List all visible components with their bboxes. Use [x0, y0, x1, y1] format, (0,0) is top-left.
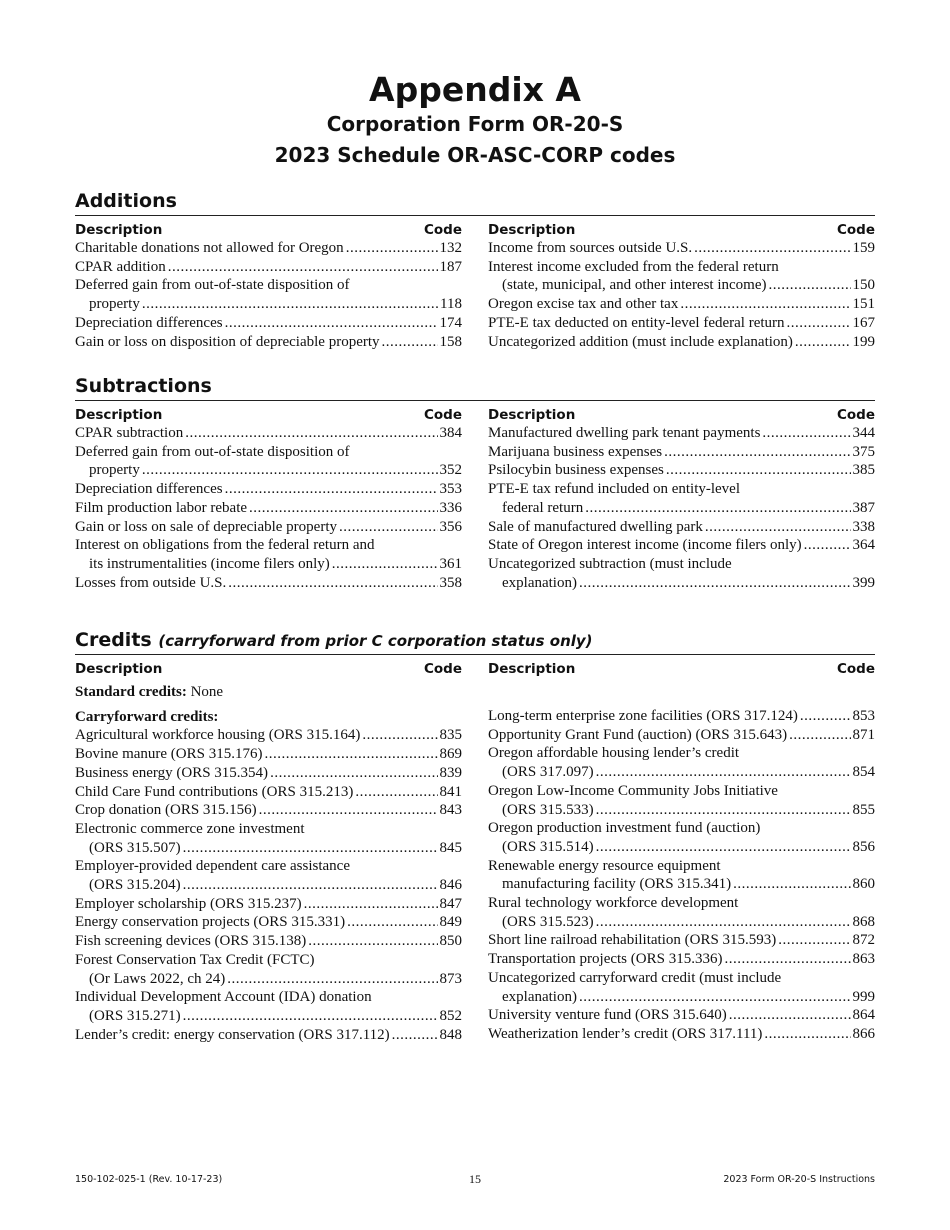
page-number: 15 — [469, 1172, 481, 1186]
entry-description: Uncategorized addition (must include explanation) — [488, 333, 793, 350]
dot-leader — [183, 876, 438, 895]
credits-title-note: (carryforward from prior C corporation status only) — [158, 632, 593, 650]
entry-description: Fish screening devices (ORS 315.138) — [75, 933, 307, 950]
code-header: Code — [423, 407, 462, 423]
dot-leader — [596, 801, 851, 820]
entry-description: University venture fund (ORS 315.640) — [488, 1007, 727, 1024]
entry-description: (ORS 315.514) — [502, 838, 594, 855]
entry-code: 387 — [852, 499, 875, 516]
entry-description: manufacturing facility (ORS 315.341) — [502, 876, 732, 893]
dot-leader — [804, 536, 851, 555]
additions-left-list — [75, 239, 462, 351]
dot-leader — [778, 931, 850, 950]
code-entry — [75, 314, 462, 333]
code-entry — [75, 745, 462, 764]
code-header: Code — [836, 407, 875, 423]
entry-code: 869 — [439, 746, 462, 763]
entry-code: 399 — [852, 574, 875, 591]
entry-description: Manufactured dwelling park tenant payments — [488, 425, 761, 441]
entry-code: 847 — [439, 895, 462, 912]
entry-description: Uncategorized subtraction (must include — [488, 555, 732, 572]
code-entry — [488, 424, 875, 443]
description-header: Description — [488, 407, 576, 423]
dot-leader — [762, 424, 850, 443]
entry-code: 850 — [439, 933, 462, 950]
entry-code: 868 — [852, 913, 875, 930]
additions-section — [75, 190, 875, 351]
entry-description: Gain or loss on disposition of depreciable property — [75, 333, 380, 350]
dot-leader — [142, 461, 438, 480]
entry-description: Interest income excluded from the federal return — [488, 258, 779, 275]
dot-leader — [579, 988, 851, 1007]
dot-leader — [270, 764, 437, 783]
code-entry — [75, 726, 462, 745]
entry-code: 841 — [439, 783, 462, 800]
dot-leader — [185, 424, 437, 443]
code-entry — [75, 333, 462, 352]
entry-code: 385 — [852, 462, 875, 479]
dot-leader — [332, 555, 438, 574]
subtractions-heading: Subtractions — [75, 375, 875, 401]
entry-code: 860 — [852, 876, 875, 893]
form-subtitle: Corporation Form OR-20-S — [326, 112, 624, 136]
additions-right-list — [488, 239, 875, 351]
entry-description: Long-term enterprise zone facilities (ORS 317.124) — [488, 708, 798, 724]
entry-description: (ORS 315.507) — [89, 839, 181, 856]
code-entry — [488, 295, 875, 314]
entry-description: Forest Conservation Tax Credit (FCTC) — [75, 951, 315, 968]
additions-left-column — [75, 216, 462, 351]
form-number: 150-102-025-1 (Rev. 10-17-23) — [75, 1174, 223, 1185]
entry-code: 839 — [439, 764, 462, 781]
entry-code: 358 — [439, 574, 462, 591]
entry-description: Oregon Low-Income Community Jobs Initiative — [488, 782, 778, 799]
code-entry — [488, 333, 875, 352]
entry-description: property — [89, 462, 140, 479]
code-entry — [488, 1006, 875, 1025]
code-entry — [488, 461, 875, 480]
code-entry — [488, 894, 875, 931]
entry-code: 866 — [852, 1025, 875, 1042]
entry-code: 854 — [852, 764, 875, 781]
credits-heading — [75, 629, 875, 655]
code-entry — [488, 536, 875, 555]
code-entry — [75, 801, 462, 820]
entry-code: 353 — [439, 481, 462, 498]
code-header: Code — [836, 661, 875, 677]
subtractions-left-list — [75, 424, 462, 592]
dot-leader — [382, 333, 438, 352]
subtractions-right-list — [488, 424, 875, 592]
dot-leader — [680, 295, 850, 314]
description-header: Description — [488, 661, 576, 677]
entry-description: (ORS 315.533) — [502, 801, 594, 818]
dot-leader — [800, 707, 851, 726]
entry-code: 151 — [852, 296, 875, 313]
entry-code: 199 — [852, 333, 875, 350]
entry-description: (Or Laws 2022, ch 24) — [89, 970, 226, 987]
code-entry — [488, 857, 875, 894]
credits-left-column — [75, 655, 462, 1044]
standard-credits — [75, 683, 462, 702]
code-entry — [75, 518, 462, 537]
entry-description: Deferred gain from out-of-state disposition of — [75, 443, 350, 460]
code-entry — [488, 314, 875, 333]
schedule-subtitle: 2023 Schedule OR-ASC-CORP codes — [274, 143, 676, 167]
dot-leader — [729, 1006, 851, 1025]
entry-description: Oregon affordable housing lender’s credit — [488, 745, 740, 762]
credits-title: Credits — [75, 629, 152, 651]
code-entry — [488, 969, 875, 1006]
entry-code: 853 — [852, 708, 875, 724]
code-entry — [75, 783, 462, 802]
entry-description: explanation) — [502, 988, 577, 1005]
dot-leader — [339, 518, 438, 537]
entry-code: 364 — [852, 537, 875, 554]
code-entry — [75, 536, 462, 573]
credits-section — [75, 629, 875, 1044]
entry-description: Rural technology workforce development — [488, 895, 739, 912]
description-header: Description — [75, 222, 163, 238]
entry-description: CPAR addition — [75, 258, 166, 275]
entry-description: Short line railroad rehabilitation (ORS 315.593) — [488, 932, 777, 949]
entry-code: 845 — [439, 839, 462, 856]
entry-code: 384 — [439, 425, 462, 441]
entry-code: 174 — [439, 314, 462, 331]
entry-code: 856 — [852, 838, 875, 855]
entry-code: 338 — [852, 518, 875, 535]
entry-description: (ORS 315.271) — [89, 1007, 181, 1024]
column-header — [488, 407, 875, 423]
entry-code: 843 — [439, 802, 462, 819]
code-entry — [488, 239, 875, 258]
page-title: Appendix A — [369, 70, 581, 109]
entry-description: Transportation projects (ORS 315.336) — [488, 951, 723, 968]
entry-code: 158 — [439, 333, 462, 350]
entry-description: (state, municipal, and other interest income) — [502, 277, 767, 294]
code-entry — [75, 1026, 462, 1045]
dot-leader — [346, 239, 438, 258]
subtractions-right-column — [488, 401, 875, 592]
code-entry — [488, 443, 875, 462]
description-header: Description — [75, 661, 163, 677]
dot-leader — [579, 574, 851, 593]
dot-leader — [142, 295, 438, 314]
credits-right-column — [488, 655, 875, 1044]
dot-leader — [694, 239, 850, 258]
code-header: Code — [423, 661, 462, 677]
code-entry — [75, 480, 462, 499]
entry-description: Depreciation differences — [75, 481, 223, 498]
entry-code: 871 — [852, 726, 875, 743]
standard-credits-value: None — [190, 684, 224, 700]
entry-code: 835 — [439, 727, 462, 744]
dot-leader — [183, 1007, 438, 1026]
code-entry — [488, 782, 875, 819]
code-entry — [488, 744, 875, 781]
code-entry — [488, 1025, 875, 1044]
dot-leader — [795, 333, 851, 352]
code-header: Code — [836, 222, 875, 238]
entry-description: Charitable donations not allowed for Oregon — [75, 240, 344, 256]
code-entry — [75, 988, 462, 1025]
entry-description: PTE-E tax refund included on entity-level — [488, 481, 741, 498]
credits-left-list — [75, 726, 462, 1044]
dot-leader — [168, 258, 438, 277]
entry-description: Employer-provided dependent care assistance — [75, 858, 351, 875]
entry-description: Income from sources outside U.S. — [488, 240, 693, 256]
entry-description: CPAR subtraction — [75, 425, 184, 441]
entry-code: 361 — [439, 555, 462, 572]
dot-leader — [724, 950, 850, 969]
entry-description: Agricultural workforce housing (ORS 315.164) — [75, 727, 361, 744]
entry-description: its instrumentalities (income filers only) — [89, 555, 330, 572]
code-entry — [75, 499, 462, 518]
entry-description: Electronic commerce zone investment — [75, 820, 305, 837]
dot-leader — [308, 932, 437, 951]
entry-description: State of Oregon interest income (income filers only) — [488, 537, 802, 554]
entry-description: Energy conservation projects (ORS 315.331) — [75, 914, 346, 931]
entry-code: 863 — [852, 951, 875, 968]
column-header — [488, 222, 875, 238]
column-header — [75, 222, 462, 238]
entry-description: Lender’s credit: energy conservation (ORS 317.112) — [75, 1026, 390, 1043]
entry-description: Bovine manure (ORS 315.176) — [75, 746, 263, 763]
code-entry — [75, 895, 462, 914]
code-entry — [75, 424, 462, 443]
additions-heading: Additions — [75, 190, 875, 216]
code-entry — [75, 443, 462, 480]
dot-leader — [596, 838, 851, 857]
dot-leader — [705, 518, 851, 537]
entry-description: Losses from outside U.S. — [75, 574, 227, 591]
code-entry — [75, 276, 462, 313]
entry-description: Psilocybin business expenses — [488, 462, 664, 479]
dot-leader — [355, 783, 437, 802]
entry-description: Interest on obligations from the federal return and — [75, 537, 375, 554]
code-entry — [75, 258, 462, 277]
entry-description: Individual Development Account (IDA) donation — [75, 989, 372, 1006]
dot-leader — [304, 895, 438, 914]
dot-leader — [183, 839, 438, 858]
code-entry — [488, 931, 875, 950]
entry-description: federal return — [502, 499, 584, 516]
dot-leader — [225, 480, 438, 499]
entry-code: 864 — [852, 1007, 875, 1024]
entry-description: Sale of manufactured dwelling park — [488, 518, 703, 535]
carryforward-credits-label: Carryforward credits: — [75, 708, 219, 725]
document-title: 2023 Form OR-20-S Instructions — [723, 1174, 875, 1185]
column-header — [75, 661, 462, 677]
entry-code: 873 — [439, 970, 462, 987]
code-entry — [75, 239, 462, 258]
dot-leader — [228, 574, 437, 593]
entry-description: (ORS 317.097) — [502, 764, 594, 781]
code-entry — [75, 913, 462, 932]
entry-description: Uncategorized carryforward credit (must include — [488, 969, 782, 986]
code-entry — [488, 819, 875, 856]
entry-code: 132 — [439, 240, 462, 256]
dot-leader — [249, 499, 437, 518]
dot-leader — [259, 801, 438, 820]
subtractions-section — [75, 375, 875, 592]
subtractions-left-column — [75, 401, 462, 592]
entry-description: (ORS 315.204) — [89, 877, 181, 894]
dot-leader — [596, 763, 851, 782]
dot-leader — [362, 726, 437, 745]
dot-leader — [596, 913, 851, 932]
standard-credits-label: Standard credits: — [75, 684, 187, 700]
entry-code: 849 — [439, 914, 462, 931]
dot-leader — [764, 1025, 850, 1044]
entry-code: 356 — [439, 518, 462, 535]
credits-right-list — [488, 707, 875, 1044]
code-entry — [488, 726, 875, 745]
entry-code: 872 — [852, 932, 875, 949]
code-entry — [75, 951, 462, 988]
dot-leader — [789, 726, 850, 745]
description-header: Description — [75, 407, 163, 423]
entry-description: Business energy (ORS 315.354) — [75, 764, 269, 781]
entry-description: Renewable energy resource equipment — [488, 857, 721, 874]
code-entry — [75, 574, 462, 593]
dot-leader — [666, 461, 851, 480]
entry-description: Opportunity Grant Fund (auction) (ORS 315.643) — [488, 726, 788, 743]
entry-description: Deferred gain from out-of-state disposition of — [75, 277, 350, 294]
additions-right-column — [488, 216, 875, 351]
description-header: Description — [488, 222, 576, 238]
entry-code: 187 — [439, 258, 462, 275]
entry-description: Crop donation (ORS 315.156) — [75, 802, 257, 819]
entry-code: 150 — [852, 277, 875, 294]
dot-leader — [733, 875, 850, 894]
entry-description: Depreciation differences — [75, 314, 223, 331]
entry-code: 159 — [852, 240, 875, 256]
entry-code: 167 — [852, 314, 875, 331]
entry-code: 375 — [852, 443, 875, 460]
entry-description: Oregon production investment fund (auction) — [488, 820, 761, 837]
code-entry — [488, 707, 875, 726]
entry-code: 855 — [852, 801, 875, 818]
entry-description: Employer scholarship (ORS 315.237) — [75, 895, 302, 912]
code-header: Code — [423, 222, 462, 238]
dot-leader — [227, 970, 437, 989]
entry-code: 848 — [439, 1026, 462, 1043]
code-entry — [488, 480, 875, 517]
entry-description: (ORS 315.523) — [502, 913, 594, 930]
entry-description: Film production labor rebate — [75, 499, 248, 516]
entry-description: Gain or loss on sale of depreciable property — [75, 518, 337, 535]
column-header — [488, 661, 875, 677]
dot-leader — [264, 745, 437, 764]
code-entry — [75, 857, 462, 894]
entry-description: Marijuana business expenses — [488, 443, 663, 460]
code-entry — [488, 555, 875, 592]
entry-code: 344 — [852, 425, 875, 441]
entry-code: 999 — [852, 988, 875, 1005]
entry-description: Oregon excise tax and other tax — [488, 296, 679, 313]
code-entry — [488, 950, 875, 969]
column-header — [75, 407, 462, 423]
dot-leader — [787, 314, 851, 333]
entry-code: 846 — [439, 877, 462, 894]
entry-code: 336 — [439, 499, 462, 516]
entry-description: Child Care Fund contributions (ORS 315.213) — [75, 783, 354, 800]
entry-code: 118 — [440, 296, 462, 313]
code-entry — [75, 764, 462, 783]
entry-description: Weatherization lender’s credit (ORS 317.111) — [488, 1025, 763, 1042]
code-entry — [488, 518, 875, 537]
code-entry — [75, 932, 462, 951]
dot-leader — [769, 276, 851, 295]
entry-description: explanation) — [502, 574, 577, 591]
entry-code: 352 — [439, 462, 462, 479]
entry-description: PTE-E tax deducted on entity-level federal return — [488, 314, 785, 331]
code-entry — [75, 820, 462, 857]
dot-leader — [225, 314, 438, 333]
entry-description: property — [89, 296, 140, 313]
dot-leader — [664, 443, 850, 462]
entry-code: 852 — [439, 1007, 462, 1024]
dot-leader — [392, 1026, 438, 1045]
code-entry — [488, 258, 875, 295]
dot-leader — [585, 499, 850, 518]
dot-leader — [347, 913, 437, 932]
